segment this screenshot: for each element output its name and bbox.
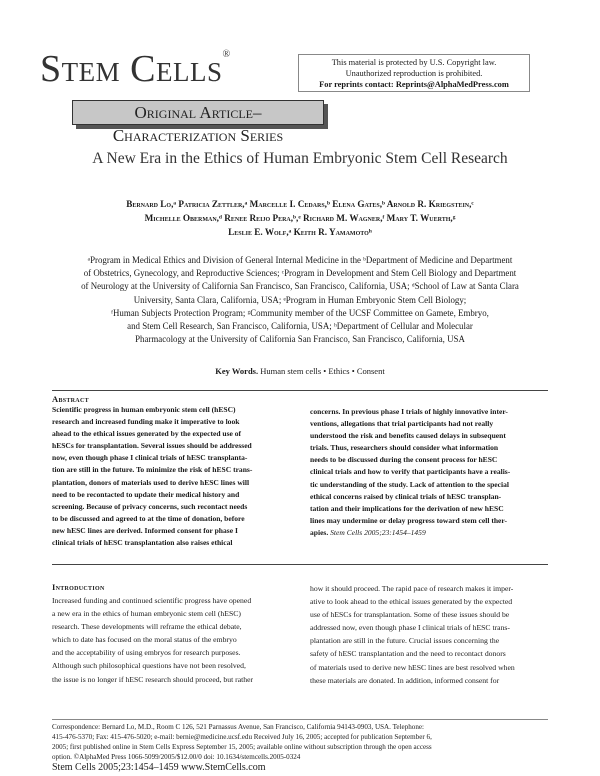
registered-mark: ® (222, 49, 231, 60)
body-line: use of hESCs for transplantation. Some of these issues should be (310, 610, 510, 620)
body-line: Increased funding and continued scientific progress have opened (52, 596, 252, 605)
author-list (60, 197, 540, 239)
affiliation-line: of Obstetrics, Gynecology, and Reproductive Sciences; ᶜProgram in Development and Stem Cell Biology and Department (83, 268, 517, 279)
affiliation-line: of Neurology at the University of California San Francisco, San Francisco, California, USA; ᵈSchool of Law at Santa Clara (81, 281, 519, 292)
body-line: addressed now, even though phase I clinical trials of hESC trans- (310, 623, 510, 633)
reprints-contact: For reprints contact: Reprints@AlphaMedPress.com (319, 80, 509, 89)
correspondence-line: 415-476-5370; Fax: 415-476-5020; e-mail: bernie@medicine.ucsf.edu Received July 16, 2005; accepted for publication September 6, (52, 733, 432, 741)
journal-logo (40, 50, 231, 88)
body-line: ative to look ahead to the ethical issues generated by the expected (310, 597, 513, 607)
introduction-right-column (310, 582, 548, 687)
abstract-last-line (310, 527, 548, 539)
abstract-line: lines may undermine or delay progress toward stem cell ther- (310, 515, 507, 525)
abstract-line: needs to be discussed during the consent process for hESC (310, 455, 498, 465)
correspondence-line: Correspondence: Bernard Lo, M.D., Room C 126, 521 Parnassus Avenue, San Francisco, California 94143-0903, USA. Telephone: (52, 723, 424, 731)
abstract-citation: Stem Cells 2005;23:1454–1459 (330, 527, 426, 537)
abstract-line: research and increased funding make it imperative to look (52, 417, 240, 427)
abstract-line: new hESC lines are derived. Informed consent for phase I (52, 525, 238, 535)
body-line: safety of hESC transplantation and the need to recontact donors (310, 649, 506, 659)
body-line: plantation are still in the future. Crucial issues concerning the (310, 636, 500, 646)
body-line: research. These developments will reframe the ethical debate, (52, 622, 242, 632)
affiliation-line: University, Santa Clara, California, USA; ᵉProgram in Human Embryonic Stem Cell Biology; (133, 294, 467, 305)
footnote-rule (52, 719, 548, 720)
abstract-line: need to be recontacted to update their medical history and (52, 489, 240, 499)
abstract-heading: Abstract (52, 394, 89, 404)
abstract-line: screening. Because of privacy concerns, such recontact needs (52, 501, 248, 511)
body-line: these materials are donated. In addition, informed consent for (310, 675, 500, 685)
abstract-right-column (310, 406, 548, 539)
abstract-line: tic understanding of the study. Lack of attention to the special (310, 479, 509, 489)
abstract-top-rule (52, 390, 548, 391)
affiliation-line: ᵃProgram in Medical Ethics and Division of General Internal Medicine in the ᵇDepartment of Medicine and Department (87, 255, 513, 265)
abstract-line: now, even though phase I clinical trials of hESC transplanta- (52, 453, 248, 463)
body-line: Although such philosophical questions have not been resolved, (52, 661, 246, 671)
affiliation-line: and Stem Cell Research, San Francisco, California, USA; ʰDepartment of Cellular and Molecular (127, 321, 473, 332)
abstract-line: ventions, allegations that trial participants had not really (310, 419, 494, 429)
keywords-label: Key Words. (215, 366, 259, 376)
author-line: Michelle Oberman,ᵈ Renee Reijo Pera,ᵇ,ᵉ Richard M. Wagner,ᶠ Mary T. Wuerth,ᵍ (144, 213, 456, 223)
abstract-line: understood the risk and benefits caused delays in subsequent (310, 431, 506, 441)
copyright-notice-box (298, 54, 530, 92)
body-line: and the acceptability of using embryos for research purposes. (52, 648, 241, 658)
correspondence-line: 2005; first published online in Stem Cells Express September 15, 2005; available online without subscription through the open access (52, 743, 432, 751)
abstract-line: tion are still in the future. To minimize the risk of hESC trans- (52, 465, 253, 475)
abstract-line: Scientific progress in human embryonic stem cell (hESC) (52, 405, 236, 414)
series-banner: Original Article–Characterization Series (72, 100, 324, 125)
abstract-line: plantation, donors of materials used to derive hESC lines will (52, 477, 250, 487)
correspondence-note (52, 722, 548, 762)
abstract-line: trials. Thus, researchers should consider what information (310, 443, 499, 453)
body-line: which to date has focused on the moral status of the embryo (52, 635, 237, 645)
abstract-line: to be discussed and agreed to at the time of donation, before (52, 513, 245, 523)
introduction-heading: Introduction (52, 582, 105, 592)
author-line: Leslie E. Wolf,ᵃ Keith R. Yamamotoʰ (228, 227, 372, 237)
body-line: the issue is no longer if hESC research should proceed, but rather (52, 674, 254, 684)
reproduction-notice: Unauthorized reproduction is prohibited. (345, 69, 483, 78)
abstract-line: clinical trials of hESC transplantation also raises ethical (52, 538, 233, 548)
abstract-line: apies. (310, 527, 329, 537)
author-line: Bernard Lo,ᵃ Patricia Zettler,ᵃ Marcelle I. Cedars,ᵇ Elena Gates,ᵇ Arnold R. Kriegstein,ᶜ (126, 199, 474, 209)
copyright-notice: This material is protected by U.S. Copyright law. (331, 58, 497, 67)
body-line: a new era in the ethics of human embryonic stem cell (hESC) (52, 609, 241, 619)
abstract-line: ahead to the ethical issues generated by the expected use of (52, 429, 242, 439)
abstract-line: clinical trials and how to verify that participants have a realis- (310, 467, 511, 477)
introduction-left-column (52, 594, 290, 686)
abstract-line: tation and their implications for the derivation of new hESC (310, 503, 504, 513)
journal-logo-text: Stem Cells (40, 48, 223, 90)
keywords (0, 366, 600, 376)
abstract-line: concerns. In previous phase I trials of highly innovative inter- (310, 407, 508, 416)
abstract-bottom-rule (52, 564, 548, 565)
body-line: how it should proceed. The rapid pace of research makes it imper- (310, 584, 514, 593)
affiliation-line: ᶠHuman Subjects Protection Program; ᵍCommunity member of the UCSF Committee on Gamete, Embryo, (111, 307, 489, 318)
abstract-left-column (52, 404, 290, 549)
page-footer: Stem Cells 2005;23:1454–1459 www.StemCells.com (52, 762, 266, 773)
body-line: of materials used to derive new hESC lines are best resolved when (310, 662, 515, 672)
abstract-line: hESCs for transplantation. Several issues should be addressed (52, 441, 252, 451)
abstract-line: ethical concerns raised by clinical trials of hESC transplan- (310, 491, 502, 501)
affiliations (62, 254, 538, 346)
keywords-text: Human stem cells • Ethics • Consent (260, 366, 385, 376)
affiliation-line: Pharmacology at the University of California San Francisco, San Francisco, California, USA (135, 334, 465, 345)
correspondence-line: option. ©AlphaMed Press 1066-5099/2005/$12.00/0 doi: 10.1634/stemcells.2005-0324 (52, 753, 301, 761)
article-title: A New Era in the Ethics of Human Embryonic Stem Cell Research (92, 150, 508, 167)
